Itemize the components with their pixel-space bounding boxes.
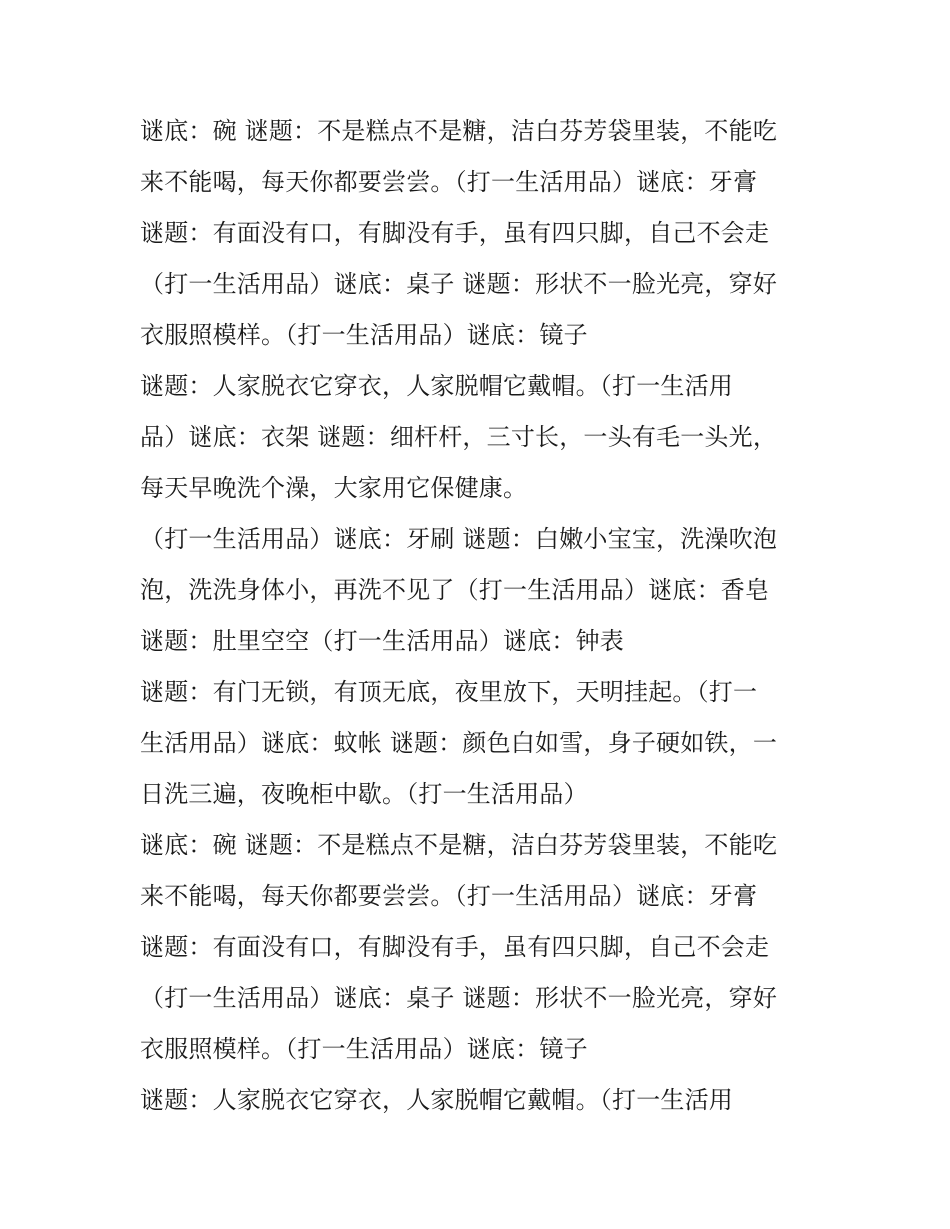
text-line: 谜底：碗 谜题：不是糕点不是糖，洁白芬芳袋里装，不能吃 xyxy=(140,117,778,145)
text-line: 谜题：有面没有口，有脚没有手，虽有四只脚，自己不会走 xyxy=(140,933,770,961)
text-line: 谜题：肚里空空（打一生活用品）谜底：钟表 xyxy=(140,627,624,655)
text-line: 来不能喝，每天你都要尝尝。（打一生活用品）谜底：牙膏 xyxy=(140,168,758,196)
text-line: 泡，洗洗身体小，再洗不见了（打一生活用品）谜底：香皂 xyxy=(140,576,770,604)
text-line: 生活用品）谜底：蚊帐 谜题：颜色白如雪，身子硬如铁，一 xyxy=(140,729,778,757)
text-line: 谜题：人家脱衣它穿衣，人家脱帽它戴帽。（打一生活用 xyxy=(140,1086,733,1114)
text-line: （打一生活用品）谜底：桌子 谜题：形状不一脸光亮，穿好 xyxy=(140,984,778,1012)
text-line: 谜底：碗 谜题：不是糕点不是糖，洁白芬芳袋里装，不能吃 xyxy=(140,831,778,859)
text-line: 谜题：有门无锁，有顶无底，夜里放下，天明挂起。（打一 xyxy=(140,678,758,706)
text-line: （打一生活用品）谜底：桌子 谜题：形状不一脸光亮，穿好 xyxy=(140,270,778,298)
text-line: 来不能喝，每天你都要尝尝。（打一生活用品）谜底：牙膏 xyxy=(140,882,758,910)
text-line: 品）谜底：衣架 谜题：细杆杆，三寸长，一头有毛一头光， xyxy=(140,423,778,451)
text-line: 每天早晚洗个澡，大家用它保健康。 xyxy=(140,474,528,502)
text-line: 衣服照模样。（打一生活用品）谜底：镜子 xyxy=(140,1035,588,1063)
text-line: （打一生活用品）谜底：牙刷 谜题：白嫩小宝宝，洗澡吹泡 xyxy=(140,525,778,553)
text-line: 日洗三遍，夜晚柜中歇。（打一生活用品） xyxy=(140,780,588,808)
text-line: 衣服照模样。（打一生活用品）谜底：镜子 xyxy=(140,321,588,349)
riddle-text-body xyxy=(140,106,820,1126)
text-line: 谜题：有面没有口，有脚没有手，虽有四只脚，自己不会走 xyxy=(140,219,770,247)
text-line: 谜题：人家脱衣它穿衣，人家脱帽它戴帽。（打一生活用 xyxy=(140,372,733,400)
